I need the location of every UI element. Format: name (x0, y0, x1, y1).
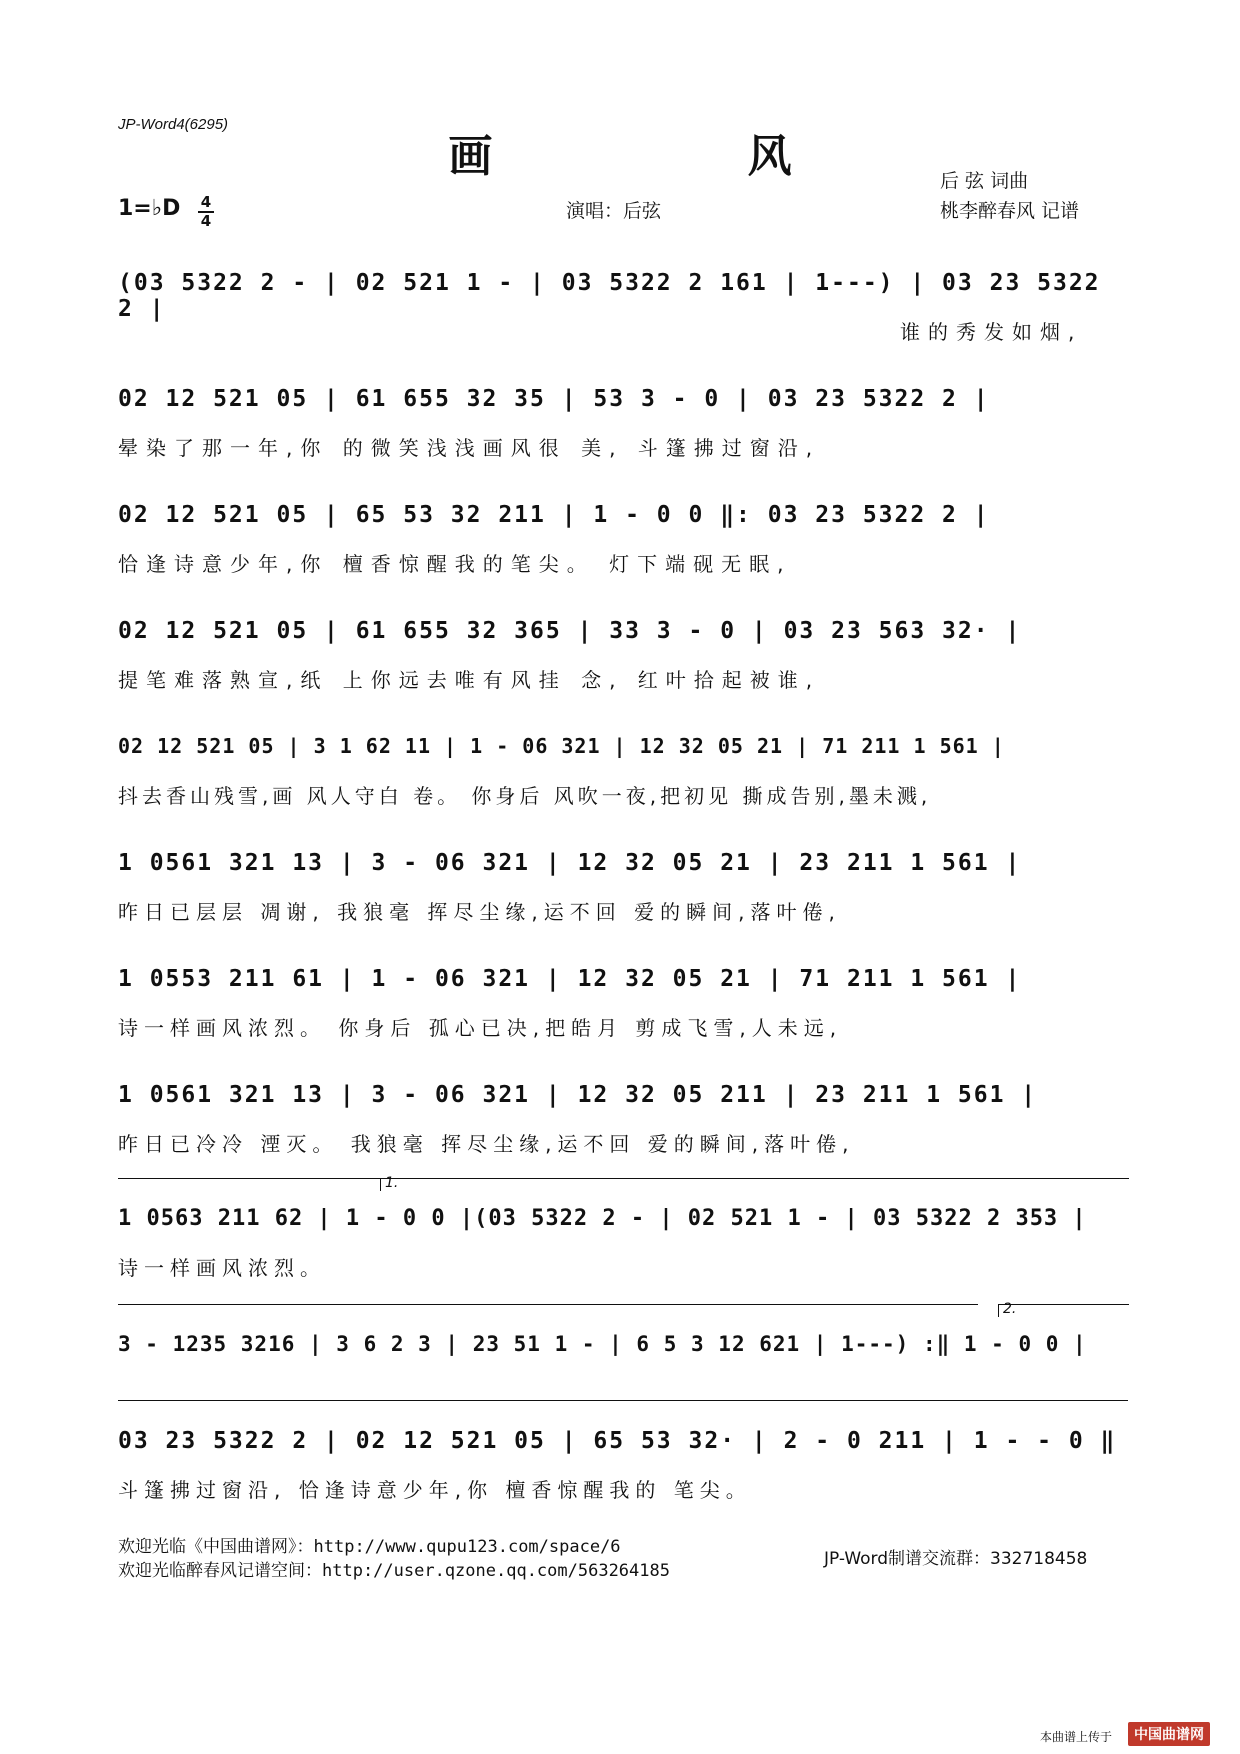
volta-label: 2. (1003, 1301, 1017, 1317)
notation-line (118, 1414, 1128, 1466)
notation-text: 02 12 521 05 | 61 655 32 365 | 33 3 - 0 | 03 23 563 32· | (118, 618, 1022, 644)
notation-line (118, 1068, 1128, 1120)
transcriber-credit: 桃李醉春风 记谱 (940, 200, 1080, 222)
lyrics-line: 斗篷拂过窗沿, 恰逢诗意少年,你 檀香惊醒我的 笔尖。 (118, 1478, 752, 1502)
notation-text: 02 12 521 05 | 61 655 32 35 | 53 3 - 0 | 03 23 5322 2 | (118, 386, 990, 412)
notation-line (118, 1192, 1128, 1244)
software-label: JP-Word4(6295) (118, 116, 229, 133)
notation-line (118, 256, 1128, 322)
notation-text: 03 23 5322 2 | 02 12 521 05 | 65 53 32· | 2 - 0 211 | 1 - - 0 ‖ (118, 1428, 1117, 1454)
lyrics-line: 恰逢诗意少年,你 檀香惊醒我的笔尖。 灯下端砚无眠, (118, 552, 792, 576)
notation-line (118, 488, 1128, 540)
notation-text: (03 5322 2 - | 02 521 1 - | 03 5322 2 161 | 1---) | 03 23 5322 2 | (118, 270, 1101, 322)
notation-text: 02 12 521 05 | 65 53 32 211 | 1 - 0 0 ‖: 03 23 5322 2 | (118, 502, 990, 528)
footer-group-info: JP-Word制谱交流群：332718458 (824, 1549, 1088, 1569)
time-signature (198, 194, 214, 230)
notation-line (118, 952, 1128, 1004)
lyrics-line: 谁的秀发如烟, (900, 320, 1083, 344)
notation-text: 3 - 1235 3216 | 3 6 2 3 | 23 51 1 - | 6 5 3 12 621 | 1---) :‖ 1 - 0 0 | (118, 1332, 1087, 1356)
notation-text: 1 0561 321 13 | 3 - 06 321 | 12 32 05 21 | 23 211 1 561 | (118, 850, 1022, 876)
notation-line (118, 1318, 1128, 1370)
lyrics-line: 昨日已冷冷 湮灭。 我狼毫 挥尽尘缘,运不回 爱的瞬间,落叶倦, (118, 1132, 855, 1156)
lyrics-line: 提笔难落熟宣,纸 上你远去唯有风挂 念, 红叶拾起被谁, (118, 668, 821, 692)
key-signature: 1=♭D (118, 196, 181, 221)
footer-link-qupu[interactable]: 欢迎光临《中国曲谱网》：http://www.qupu123.com/space/6 (118, 1537, 621, 1557)
composer-credit: 后 弦 词曲 (940, 170, 1029, 192)
lyrics-line: 晕染了那一年,你 的微笑浅浅画风很 美, 斗篷拂过窗沿, (118, 436, 821, 460)
volta-label: 1. (385, 1175, 399, 1191)
notation-text: 1 0553 211 61 | 1 - 06 321 | 12 32 05 21 | 71 211 1 561 | (118, 966, 1022, 992)
lyrics-line: 昨日已层层 凋谢, 我狼毫 挥尽尘缘,运不回 爱的瞬间,落叶倦, (118, 900, 841, 924)
footer-link-qzone[interactable]: 欢迎光临醉春风记谱空间：http://user.qzone.qq.com/563264185 (118, 1561, 670, 1581)
singer-credit: 演唱：后弦 (566, 200, 662, 222)
upload-note: 本曲谱上传于 (1040, 1730, 1113, 1744)
notation-text: 02 12 521 05 | 3 1 62 11 | 1 - 06 321 | 12 32 05 21 | 71 211 1 561 | (118, 734, 1005, 758)
lyrics-line: 诗一样画风浓烈。 你身后 孤心已决,把皓月 剪成飞雪,人未远, (118, 1016, 843, 1040)
repeat-bracket (118, 1304, 978, 1305)
notation-text: 1 0563 211 62 | 1 - 0 0 |(03 5322 2 - | 02 521 1 - | 03 5322 2 353 | (118, 1206, 1087, 1231)
repeat-bracket (118, 1400, 1128, 1401)
time-signature-bottom: 4 (200, 212, 212, 230)
song-title: 画 风 (448, 131, 912, 182)
notation-line (118, 604, 1128, 656)
notation-line (118, 720, 1128, 772)
notation-line (118, 372, 1128, 424)
lyrics-line: 诗一样画风浓烈。 (118, 1256, 326, 1280)
notation-text: 1 0561 321 13 | 3 - 06 321 | 12 32 05 211 | 23 211 1 561 | (118, 1082, 1038, 1108)
lyrics-line: 抖去香山残雪,画 风人守白 卷。 你身后 风吹一夜,把初见 撕成告别,墨未溅, (118, 784, 932, 808)
volta-bracket (998, 1301, 1129, 1317)
volta-bracket (380, 1175, 1129, 1191)
notation-line (118, 836, 1128, 888)
site-logo[interactable]: 中国曲谱网 (1128, 1722, 1210, 1746)
time-signature-top: 4 (200, 193, 212, 211)
